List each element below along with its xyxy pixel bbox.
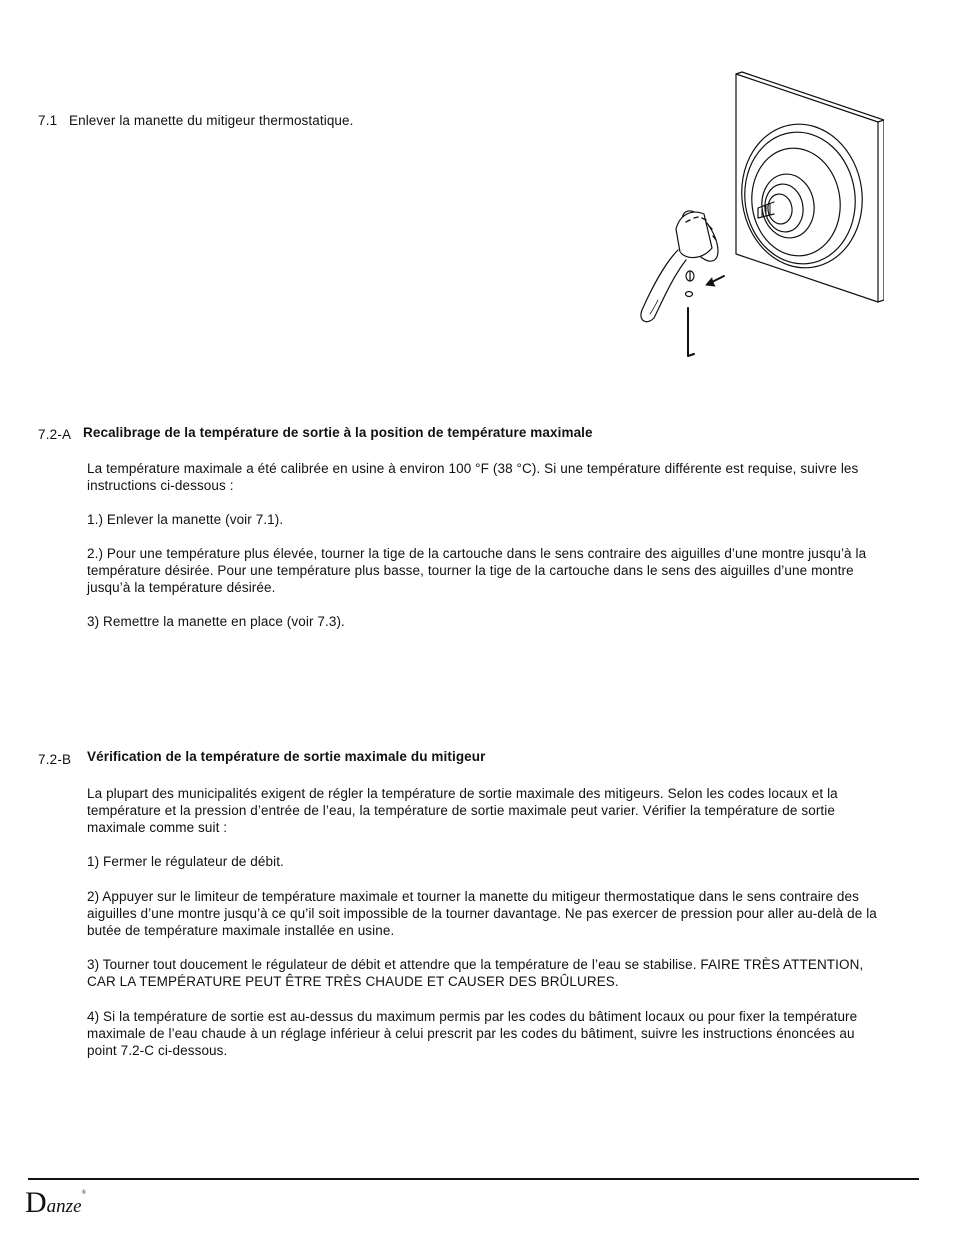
step-number-7-2-b: 7.2-B (38, 752, 72, 767)
brand-logo (25, 1186, 86, 1220)
paragraph-7-2-a-step1: 1.) Enlever la manette (voir 7.1). (87, 512, 284, 527)
logo-initial: D (25, 1186, 47, 1219)
paragraph-7-2-b-step3: 3) Tourner tout doucement le régulateur de débit et attendre que la température de l’eau se stabilise. FAIRE TRÈS ATTENTION, CAR LA TEMPÉRATURE PEUT ÊTRE TRÈS CHAUDE ET CAUSER DES BRÛLURES. (87, 957, 864, 989)
logo-registered-mark: ® (81, 1190, 87, 1196)
step-text-7-1: Enlever la manette du mitigeur thermostatique. (69, 113, 354, 128)
paragraph-7-2-b-step2: 2) Appuyer sur le limiteur de température maximale et tourner la manette du mitigeur thermostatique dans le sens contraire des aiguilles d’une montre jusqu’à ce qu’il soit impossible de la tourner davantage. Ne pas exercer de pression pour aller au-delà de la butée de température maximale installée en usine. (87, 889, 877, 938)
paragraph-7-2-b-step4: 4) Si la température de sortie est au-dessus du maximum permis par les codes du bâtiment locaux ou pour fixer la température maximale de l’eau chaude à un réglage inférieur à celui prescrit par les codes du bâtiment, suivre les instructions énoncées au point 7.2-C ci-dessous. (87, 1009, 858, 1058)
paragraph-7-2-a-step3: 3) Remettre la manette en place (voir 7.3). (87, 614, 345, 629)
step-number-7-1: 7.1 (38, 113, 58, 128)
footer-divider (28, 1178, 919, 1180)
paragraph-7-2-b-intro: La plupart des municipalités exigent de régler la température de sortie maximale des mitigeurs. Selon les codes locaux et la température et la pression d’entrée de l’eau, la température de sortie maximale peut varier. Vérifier la température de sortie maximale comme suit : (87, 786, 838, 835)
paragraph-7-2-a-intro: La température maximale a été calibrée en usine à environ 100 °F (38 °C). Si une température différente est requise, suivre les instructions ci-dessous : (87, 461, 859, 493)
step-heading-7-2-a: Recalibrage de la température de sortie à la position de température maximale (83, 425, 593, 440)
paragraph-7-2-a-step2: 2.) Pour une température plus élevée, tourner la tige de la cartouche dans le sens contraire des aiguilles d’une montre jusqu’à la température désirée. Pour une température plus basse, tourner la tige de la cartouche dans le sens des aiguilles d’une montre jusqu’à la température désirée. (87, 546, 867, 595)
handle-removal-diagram-icon (628, 64, 884, 364)
logo-rest: anze (46, 1196, 82, 1217)
paragraph-7-2-b-step1: 1) Fermer le régulateur de débit. (87, 854, 284, 869)
step-number-7-2-a: 7.2-A (38, 427, 72, 442)
step-heading-7-2-b: Vérification de la température de sortie maximale du mitigeur (87, 749, 486, 764)
